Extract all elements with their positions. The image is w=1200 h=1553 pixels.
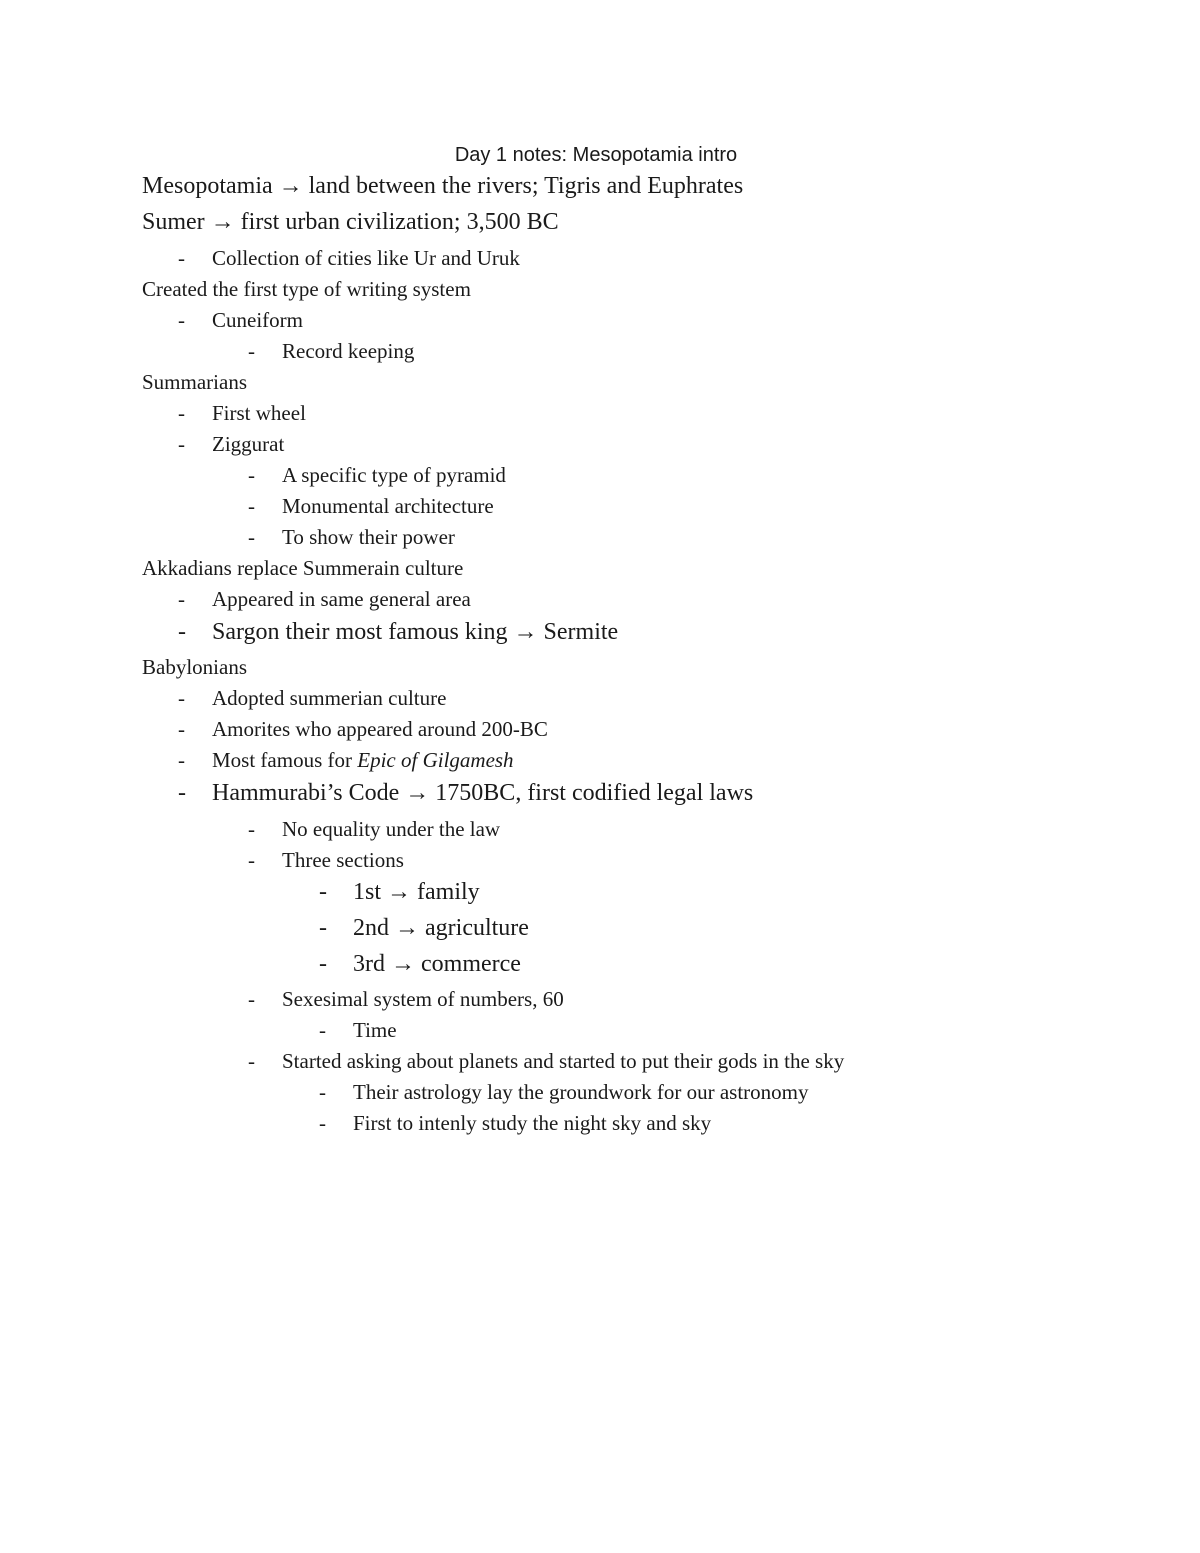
- note-text: Akkadians replace Summerain culture: [142, 556, 464, 580]
- bullet-dash: -: [248, 848, 255, 872]
- note-text: Time: [353, 1018, 397, 1042]
- note-text: Mesopotamia → land between the rivers; Tigris and Euphrates: [142, 173, 744, 199]
- bullet-dash: -: [319, 1111, 326, 1135]
- note-text: First wheel: [212, 401, 306, 425]
- bullet-dash: -: [248, 463, 255, 487]
- note-text: Sumer → first urban civilization; 3,500 BC: [142, 209, 559, 235]
- note-text: To show their power: [282, 525, 455, 549]
- note-text: 2nd → agriculture: [353, 915, 529, 941]
- bullet-dash: -: [248, 987, 255, 1011]
- bullet-dash: -: [178, 308, 185, 332]
- bullet-dash: -: [319, 1080, 326, 1104]
- note-text: Monumental architecture: [282, 494, 494, 518]
- note-text: Appeared in same general area: [212, 587, 471, 611]
- page-title: Day 1 notes: Mesopotamia intro: [454, 144, 738, 166]
- bullet-dash: -: [248, 817, 255, 841]
- note-text: Record keeping: [282, 339, 415, 363]
- bullet-dash: -: [319, 879, 327, 905]
- note-text: Sargon their most famous king → Sermite: [212, 619, 619, 645]
- note-text: No equality under the law: [282, 817, 501, 841]
- bullet-dash: -: [178, 619, 186, 645]
- note-text: Hammurabi’s Code → 1750BC, first codified legal laws: [212, 780, 754, 806]
- note-text: Summarians: [142, 370, 247, 394]
- bullet-dash: -: [178, 432, 185, 456]
- bullet-dash: -: [178, 246, 185, 270]
- note-text: Ziggurat: [212, 432, 285, 456]
- note-text: First to intenly study the night sky and sky: [353, 1111, 712, 1135]
- note-text: Most famous for Epic of Gilgamesh: [212, 748, 514, 772]
- note-text: Babylonians: [142, 655, 247, 679]
- bullet-dash: -: [248, 494, 255, 518]
- italic-title: Epic of Gilgamesh: [357, 748, 514, 772]
- note-text: A specific type of pyramid: [282, 463, 506, 487]
- bullet-dash: -: [319, 915, 327, 941]
- note-text: Started asking about planets and started to put their gods in the sky: [282, 1049, 845, 1073]
- bullet-dash: -: [248, 1049, 255, 1073]
- bullet-dash: -: [248, 525, 255, 549]
- note-text: Amorites who appeared around 200-BC: [212, 717, 548, 741]
- bullet-dash: -: [319, 951, 327, 977]
- note-text: Collection of cities like Ur and Uruk: [212, 246, 520, 270]
- note-text: Sexesimal system of numbers, 60: [282, 987, 564, 1011]
- bullet-dash: -: [319, 1018, 326, 1042]
- note-text: 1st → family: [353, 879, 480, 905]
- bullet-dash: -: [178, 587, 185, 611]
- bullet-dash: -: [178, 748, 185, 772]
- note-text: Cuneiform: [212, 308, 303, 332]
- note-text: 3rd → commerce: [353, 951, 521, 977]
- note-text: Their astrology lay the groundwork for our astronomy: [353, 1080, 809, 1104]
- bullet-dash: -: [248, 339, 255, 363]
- note-text: Created the first type of writing system: [142, 277, 471, 301]
- note-text: Three sections: [282, 848, 404, 872]
- bullet-dash: -: [178, 780, 186, 806]
- note-text: Adopted summerian culture: [212, 686, 447, 710]
- bullet-dash: -: [178, 686, 185, 710]
- bullet-dash: -: [178, 717, 185, 741]
- bullet-dash: -: [178, 401, 185, 425]
